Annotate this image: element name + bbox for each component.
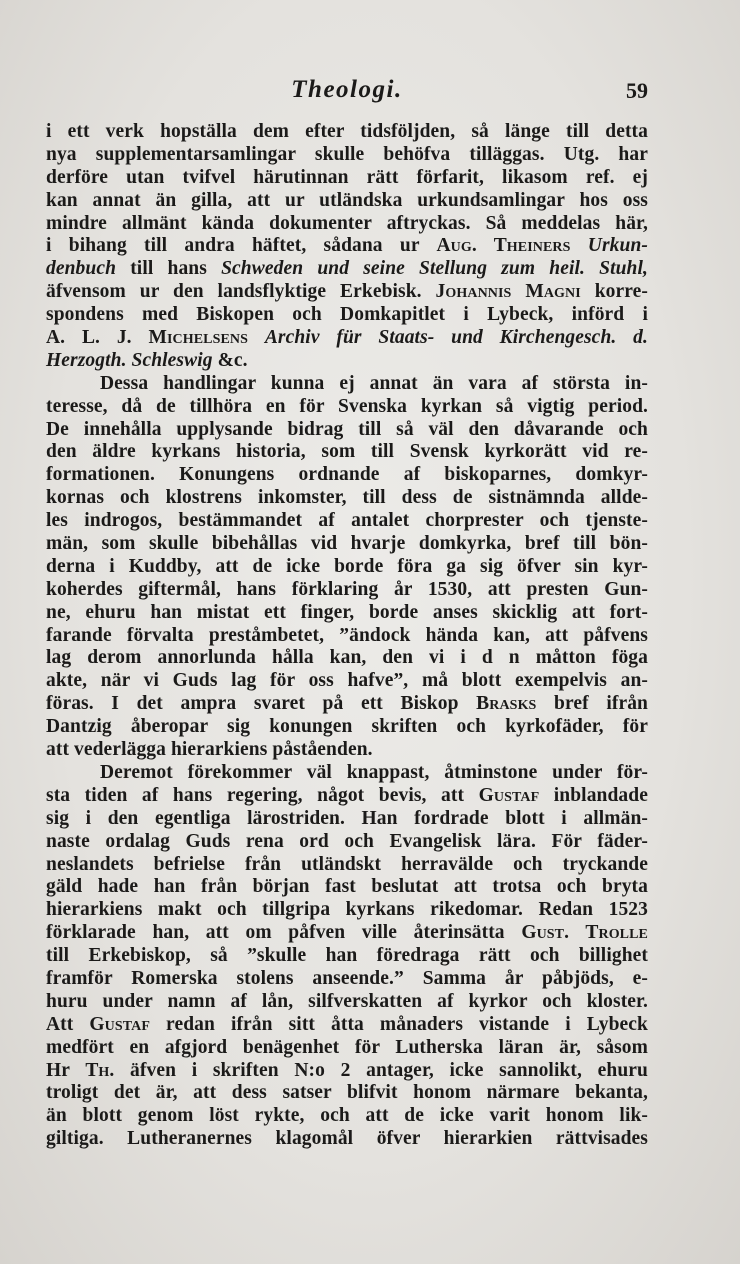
text-segment: derföre utan tvifvel härutinnan rätt förfarit, likasom ref. ej: [46, 166, 648, 188]
italic-title: Herzogth. Schleswig: [46, 349, 213, 371]
text-segment: sta tiden af hans regering, något bevis, att: [46, 784, 479, 806]
text-line: [46, 304, 648, 327]
text-segment: Att: [46, 1013, 90, 1035]
text-line: [46, 487, 648, 510]
text-line: [46, 602, 648, 625]
text-line: [46, 396, 648, 419]
text-segment: derna i Kuddby, att de icke borde föra ga sig öfver sin kyr-: [46, 555, 648, 577]
text-segment: [571, 235, 588, 256]
text-line: [46, 945, 648, 968]
text-segment: &c.: [212, 349, 248, 371]
text-segment: neslandets befrielse från utländskt herravälde och tryckande: [46, 853, 648, 875]
text-line: [46, 441, 648, 464]
text-line: [46, 831, 648, 854]
italic-title: Urkun-: [587, 235, 648, 257]
text-line: [46, 1014, 648, 1037]
text-line: [46, 350, 648, 373]
text-segment: i bihang till andra häftet, sådana ur: [46, 235, 437, 257]
text-segment: lag derom annorlunda hålla kan, den vi i d n måtton föga: [46, 647, 648, 669]
text-segment: äfven i skriften N:o 2 antager, icke sannolikt, ehuru: [114, 1059, 648, 1081]
text-segment: [248, 327, 265, 348]
text-line: [46, 968, 648, 991]
text-line: [46, 144, 648, 167]
small-caps-name: Johannis Magni: [435, 281, 581, 303]
text-segment: bref ifrån: [536, 693, 649, 715]
text-line: [46, 373, 648, 396]
text-segment: giltiga. Lutheranernes klagomål öfver hierarkien rättvisades: [46, 1128, 648, 1150]
text-line: [46, 1037, 648, 1060]
text-line: [46, 693, 648, 716]
text-line: [46, 121, 648, 144]
text-segment: mindre allmänt kända dokumenter aftryckas. Så meddelas här,: [46, 212, 648, 234]
text-line: [46, 190, 648, 213]
text-line: [46, 899, 648, 922]
text-line: [46, 991, 648, 1014]
text-segment: män, som skulle bibehållas vid hvarje domkyrka, bref till bön-: [46, 533, 648, 555]
text-segment: till Erkebiskop, så ”skulle han föredraga rätt och billighet: [46, 945, 648, 967]
text-line: [46, 1082, 648, 1105]
small-caps-name: Aug. Theiners: [436, 235, 571, 257]
text-segment: Deremot förekommer väl knappast, åtminstone under för-: [100, 761, 648, 783]
italic-title: denbuch: [46, 258, 117, 280]
text-segment: medfört en afgjord benägenhet för Lutherska läran är, såsom: [46, 1036, 648, 1058]
text-line: [46, 1060, 648, 1083]
text-segment: huru under namn af lån, silfverskatten af kyrkor och kloster.: [46, 990, 648, 1012]
text-segment: inblandade: [539, 784, 648, 806]
text-line: [46, 213, 648, 236]
text-segment: sig i den egentliga lärostriden. Han fordrade blott i allmän-: [46, 807, 648, 829]
text-segment: till hans: [116, 258, 222, 280]
text-line: [46, 922, 648, 945]
text-segment: framför Romerska stolens anseende.” Samma år påbjöds, e-: [46, 967, 648, 989]
text-line: [46, 647, 648, 670]
text-segment: korre-: [580, 281, 649, 303]
text-line: [46, 533, 648, 556]
text-segment: redan ifrån sitt åtta månaders vistande i Lybeck: [150, 1013, 648, 1035]
text-segment: les indrogos, bestämmandet af antalet chorprester och tjenste-: [46, 510, 648, 532]
text-segment: äfvensom ur den landsflyktige Erkebisk.: [46, 281, 436, 303]
small-caps-name: Gust. Trolle: [521, 922, 648, 944]
text-segment: den äldre kyrkans historia, som till Svensk kyrkorätt vid re-: [46, 441, 648, 463]
page-header: [46, 76, 648, 112]
text-line: [46, 235, 648, 258]
page-body-text: [46, 121, 648, 1151]
text-segment: formationen. Konungens ordnande af biskoparnes, domkyr-: [46, 464, 648, 486]
text-line: [46, 1105, 648, 1128]
text-line: [46, 556, 648, 579]
text-segment: att vederlägga hierarkiens påståenden.: [46, 739, 373, 761]
text-line: [46, 281, 648, 304]
text-line: [46, 739, 648, 762]
text-line: [46, 625, 648, 648]
text-segment: De innehålla upplysande bidrag till så väl den dåvarande och: [46, 418, 648, 440]
small-caps-name: Gustaf: [89, 1013, 151, 1035]
text-segment: förklarade han, att om påfven ville återinsätta: [46, 922, 522, 944]
small-caps-name: Brasks: [476, 693, 537, 715]
text-segment: naste ordalag Guds rena ord och Evangelisk lära. För fäder-: [46, 830, 648, 852]
text-line: [46, 510, 648, 533]
text-segment: ne, ehuru han mistat ett finger, borde anses skicklig att fort-: [46, 601, 648, 623]
text-segment: Dessa handlingar kunna ej annat än vara af största in-: [100, 372, 648, 394]
text-segment: i ett verk hopställa dem efter tidsföljden, så länge till detta: [46, 121, 648, 142]
text-line: [46, 167, 648, 190]
text-segment: Hr: [46, 1059, 86, 1081]
text-segment: troligt det är, att dess satser blifvit honom närmare bekanta,: [46, 1082, 648, 1104]
text-line: [46, 716, 648, 739]
text-segment: föras. I det ampra svaret på ett Biskop: [46, 693, 477, 715]
text-segment: hierarkiens makt och tillgripa kyrkans rikedomar. Redan 1523: [46, 899, 648, 921]
text-line: [46, 464, 648, 487]
text-line: [46, 808, 648, 831]
text-segment: kornas och klostrens inkomster, till dess de sistnämnda allde-: [46, 487, 648, 509]
text-segment: kan annat än gilla, att ur utländska urkundsamlingar hos oss: [46, 189, 648, 211]
text-line: [46, 327, 648, 350]
text-segment: teresse, då de tillhöra en för Svenska kyrkan så vigtig period.: [46, 395, 648, 417]
text-line: [46, 854, 648, 877]
text-segment: spondens med Biskopen och Domkapitlet i Lybeck, införd i: [46, 304, 648, 326]
text-line: [46, 876, 648, 899]
text-segment: nya supplementarsamlingar skulle behöfva tilläggas. Utg. har: [46, 143, 648, 165]
text-segment: farande förvalta preståmbetet, ”ändock hända kan, att påfvens: [46, 624, 648, 646]
small-caps-name: Gustaf: [478, 784, 540, 806]
text-segment: gäld hade han från början fast beslutat att trotsa och bryta: [46, 876, 648, 898]
text-line: [46, 670, 648, 693]
text-line: [46, 1128, 648, 1151]
text-segment: än blott genom löst rykte, och att de icke varit honom lik-: [46, 1105, 648, 1127]
text-segment: A. L. J.: [46, 327, 149, 349]
text-line: [46, 258, 648, 281]
small-caps-name: Michelsens: [148, 327, 249, 349]
text-line: [46, 762, 648, 785]
italic-title: Schweden und seine Stellung zum heil. Stuhl,: [221, 258, 648, 280]
text-segment: akte, när vi Guds lag för oss hafve”, må blott exempelvis an-: [46, 670, 648, 692]
text-line: [46, 419, 648, 442]
italic-title: Archiv für Staats- und Kirchengesch. d.: [264, 327, 648, 349]
text-line: [46, 579, 648, 602]
text-segment: Dantzig åberopar sig konungen skriften och kyrkofäder, för: [46, 716, 648, 738]
running-title: Theologi.: [291, 76, 403, 103]
small-caps-name: Th.: [85, 1059, 115, 1081]
text-line: [46, 785, 648, 808]
text-segment: koherdes giftermål, hans förklaring år 1530, att presten Gun-: [46, 578, 648, 600]
page-number: 59: [626, 78, 648, 103]
